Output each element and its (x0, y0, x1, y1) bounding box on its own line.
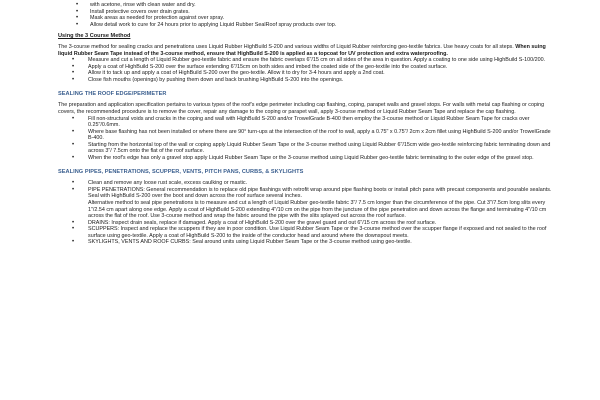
pipes-list (58, 180, 556, 200)
section-heading-roof-edge: SEALING THE ROOF EDGE/PERIMETER (58, 91, 167, 98)
intro-text: The 3-course method for sealing cracks and penetrations uses Liquid Rubber HighBuild S-200 and various widths of Liquid Rubber reinforcing geo-textile fabrics. Use heavy coats for all steps. (58, 44, 516, 51)
list-item: • Mask areas as needed for protection against over spray. (58, 15, 556, 22)
list-item: • When the roof's edge has only a gravel stop apply Liquid Rubber Seam Tape or the 3-course method using Liquid Rubber geo-textile fabric terminating to the outer edge of the gravel stop. (58, 155, 556, 162)
list-item: • DRAINS: Inspect drain seals, replace if damaged. Apply a coat of HighBuild S-200 over the gravel guard and out 6"/15 cm across the roof surface. (58, 220, 556, 227)
list-item: • PIPE PENETRATIONS: General recommendation is to replace old pipe flashings with retrofit wrap around pipe flashing boots or install pitch pans with precast components and pourable sealants. Seal with HighBuild S-200 over the boot and down across the roof surface several inches. (58, 187, 556, 200)
section-heading-three-course: Using the 3 Course Method (58, 33, 131, 40)
roof-edge-list (58, 116, 556, 162)
list-item: • Install protective covers over drain grates. (58, 9, 556, 16)
roof-edge-intro: The preparation and application specification pertains to various types of the roof's edge perimeter including cap flashing, coping, parapet walls and gravel stops. For walls with metal cap flashing or coping covers, the recommended procedure is to remove the cover, repair any damage to the coping or parapet wall, apply 3-course method or Liquid Rubber Seam Tape and replace the cap flashing. (58, 102, 545, 116)
list-item: • Measure and cut a length of Liquid Rubber geo-textile fabric and ensure the fabric overlaps 6"/15 cm on all sides of the area in question. Apply a coating to one side using HighBuild S-100/200. (58, 57, 556, 64)
pipe-alternative-note: Alternative method to seal pipe penetrations is to measure and cut a length of Liquid Rubber geo-textile fabric 3"/ 7.5 cm longer than the circumference of the pipe. Cut 3"/7.5cm long slits every 1"/2.54 cm apart along one edge. Apply a coat of HighBuild S-200 extending 4"/10 cm on the pipe from the juncture of the pipe penetration and down across the flange and terminating 4"/10 cm across the flat of the roof. Use 3-course method and wrap the fabric around the pipe with the slits splayed out across the roof surface. (88, 200, 547, 220)
list-item: • Close fish mouths (openings) by pushing them down and back brushing HighBuild S-200 into the openings. (58, 77, 556, 84)
list-item: • SKYLIGHTS, VENTS AND ROOF CURBS: Seal around units using Liquid Rubber Seam Tape or the 3-course method using geo-textile. (58, 239, 556, 246)
pipes-list-continued (58, 220, 556, 246)
list-item: • Fill non-structural voids and cracks in the coping and wall with HighBuild S-200 and/or TrowelGrade B-400 then employ the 3-course method or Liquid Rubber Seam Tape for cracks over 0.25"/0.6mm. (58, 116, 556, 129)
list-item: • with acetone, rinse with clean water and dry. (58, 2, 556, 9)
list-item: • Starting from the horizontal top of the wall or coping apply Liquid Rubber Seam Tape or the 3-course method using Liquid Rubber 6"/15cm wide geo-textile reinforcing fabric terminating down and across 3"/ 7.5cm onto the flat of the roof surface. (58, 142, 556, 155)
three-course-steps (58, 57, 556, 83)
list-item: • SCUPPERS: Inspect and replace the scuppers if they are in poor condition. Use Liquid Rubber Seam Tape or the 3-course method over the scupper flange if exposed and not sealed to the roof surface using geo-textile. Apply a coat of HighBuild S-200 to the inside of the conductor head and around where the downspout meets. (58, 226, 556, 239)
intro-emphasis: When suing liquid Rubber Seam Tape instead of the 3-course method, ensure that HighBuild S-200 is applied as a topcoat for UV protection and extra waterproofing. (58, 44, 546, 57)
list-item: • Where base flashing has not been installed or where there are 90° turn-ups at the intersection of the roof to wall, apply a 0.75" x 0.75"/ 2cm x 2cm fillet using HighBuild S-200 and/or TrowelGrade B-400. (58, 129, 556, 142)
three-course-intro (58, 44, 556, 57)
list-item: • Allow it to tack up and apply a coat of HighBuild S-200 over the geo-textile. Allow it to dry for 3-4 hours and apply a 2nd coat. (58, 70, 556, 77)
section-heading-pipes: SEALING PIPES, PENETRATIONS, SCUPPER, VENTS, PITCH PANS, CURBS, & SKYLIGHTS (58, 169, 304, 176)
list-item: • Apply a coat of HighBuild S-200 over the surface extending 6"/15cm on both sides and imbed the coated side of the geo-textile into the coated surface. (58, 64, 556, 71)
list-item: • Allow detail work to cure for 24 hours prior to applying Liquid Rubber SealRoof spray products over top. (58, 22, 556, 29)
prep-list (58, 2, 556, 28)
list-item: • Clean and remove any loose rust scale, excess caulking or mastic. (58, 180, 556, 187)
